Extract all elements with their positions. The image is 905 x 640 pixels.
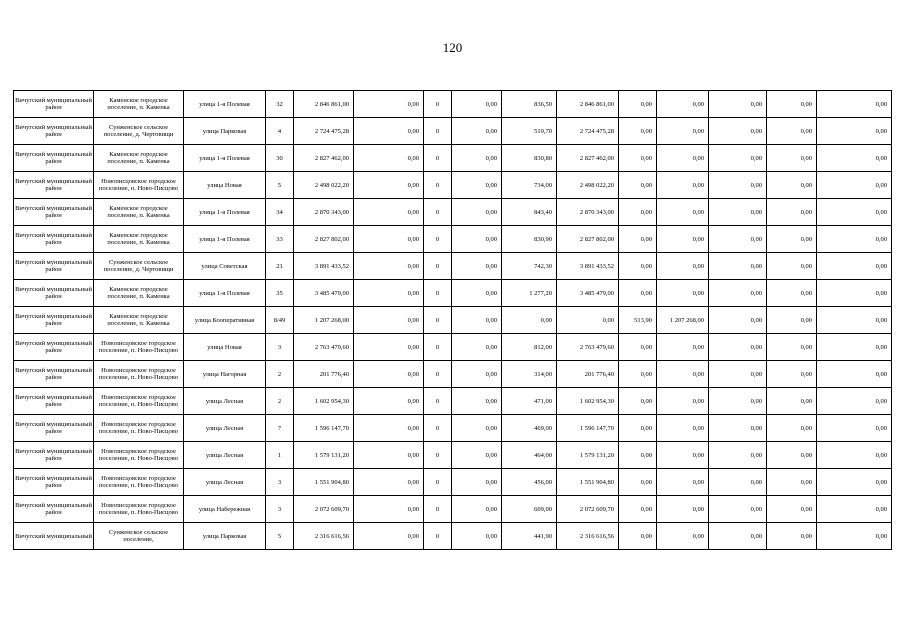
- col-12-cell: 0,00: [657, 226, 709, 253]
- house-number-cell: 7: [266, 415, 294, 442]
- col-11-cell: 0,00: [619, 172, 657, 199]
- district-cell: Вичугский муниципальный район: [14, 307, 94, 334]
- table-row: [14, 280, 892, 307]
- col-14-cell: 0,00: [767, 469, 817, 496]
- col-12-cell: 0,00: [657, 442, 709, 469]
- count-cell: 0: [424, 442, 452, 469]
- amount-cell: 0,00: [452, 91, 502, 118]
- fund-cell: 0,00: [354, 172, 424, 199]
- fund-cell: 0,00: [354, 496, 424, 523]
- settlement-cell: Сунженское сельское поселение, д. Чертовищи: [94, 253, 184, 280]
- amount-cell: 0,00: [452, 118, 502, 145]
- district-cell: Вичугский муниципальный район: [14, 226, 94, 253]
- col-13-cell: 0,00: [709, 388, 767, 415]
- street-cell: улица Кооперативная: [184, 307, 266, 334]
- district-cell: Вичугский муниципальный район: [14, 145, 94, 172]
- area-cell: 469,00: [502, 415, 557, 442]
- settlement-cell: Каменское городское поселение, п. Каменка: [94, 145, 184, 172]
- col-13-cell: 0,00: [709, 523, 767, 550]
- fund-cell: 0,00: [354, 199, 424, 226]
- count-cell: 0: [424, 496, 452, 523]
- col-12-cell: 0,00: [657, 91, 709, 118]
- amount-cell: 0,00: [452, 361, 502, 388]
- col-14-cell: 0,00: [767, 118, 817, 145]
- col-11-cell: 0,00: [619, 469, 657, 496]
- cost-cell: 3 485 479,00: [557, 280, 619, 307]
- col-13-cell: 0,00: [709, 253, 767, 280]
- col-15-cell: 0,00: [817, 388, 892, 415]
- col-12-cell: 0,00: [657, 172, 709, 199]
- count-cell: 0: [424, 199, 452, 226]
- col-12-cell: 0,00: [657, 469, 709, 496]
- cost-cell: 2 763 479,60: [557, 334, 619, 361]
- cost-cell: 2 870 343,00: [557, 199, 619, 226]
- count-cell: 0: [424, 145, 452, 172]
- area-cell: 830,80: [502, 145, 557, 172]
- total-cost-cell: 1 602 954,30: [294, 388, 354, 415]
- col-11-cell: 0,00: [619, 253, 657, 280]
- col-13-cell: 0,00: [709, 91, 767, 118]
- col-13-cell: 0,00: [709, 280, 767, 307]
- col-11-cell: 0,00: [619, 388, 657, 415]
- total-cost-cell: 2 724 475,28: [294, 118, 354, 145]
- col-11-cell: 0,00: [619, 118, 657, 145]
- col-12-cell: 0,00: [657, 118, 709, 145]
- district-cell: Вичугский муниципальный район: [14, 172, 94, 199]
- district-cell: Вичугский муниципальный район: [14, 334, 94, 361]
- street-cell: улица Лесная: [184, 442, 266, 469]
- table-row: [14, 469, 892, 496]
- col-14-cell: 0,00: [767, 415, 817, 442]
- total-cost-cell: 2 846 861,00: [294, 91, 354, 118]
- col-11-cell: 0,00: [619, 199, 657, 226]
- col-14-cell: 0,00: [767, 307, 817, 334]
- house-number-cell: 3: [266, 496, 294, 523]
- total-cost-cell: 2 316 616,56: [294, 523, 354, 550]
- col-11-cell: 0,00: [619, 442, 657, 469]
- table-row: [14, 388, 892, 415]
- col-14-cell: 0,00: [767, 280, 817, 307]
- cost-cell: 201 776,40: [557, 361, 619, 388]
- table-row: [14, 496, 892, 523]
- amount-cell: 0,00: [452, 307, 502, 334]
- col-13-cell: 0,00: [709, 172, 767, 199]
- col-12-cell: 0,00: [657, 388, 709, 415]
- count-cell: 0: [424, 361, 452, 388]
- total-cost-cell: 2 763 479,60: [294, 334, 354, 361]
- col-13-cell: 0,00: [709, 199, 767, 226]
- total-cost-cell: 1 596 147,70: [294, 415, 354, 442]
- count-cell: 0: [424, 469, 452, 496]
- settlement-cell: Новописцовское городское поселение, п. Ново-Писцово: [94, 172, 184, 199]
- area-cell: 464,00: [502, 442, 557, 469]
- settlement-cell: Каменское городское поселение, п. Каменка: [94, 226, 184, 253]
- fund-cell: 0,00: [354, 361, 424, 388]
- col-14-cell: 0,00: [767, 388, 817, 415]
- col-14-cell: 0,00: [767, 145, 817, 172]
- house-number-cell: 32: [266, 91, 294, 118]
- street-cell: улица 1-я Полевая: [184, 145, 266, 172]
- col-13-cell: 0,00: [709, 469, 767, 496]
- col-12-cell: 1 207 268,00: [657, 307, 709, 334]
- district-cell: Вичугский муниципальный район: [14, 199, 94, 226]
- settlement-cell: Каменское городское поселение, п. Каменка: [94, 199, 184, 226]
- col-15-cell: 0,00: [817, 496, 892, 523]
- col-12-cell: 0,00: [657, 361, 709, 388]
- col-15-cell: 0,00: [817, 469, 892, 496]
- col-15-cell: 0,00: [817, 523, 892, 550]
- cost-cell: 2 827 802,00: [557, 226, 619, 253]
- cost-cell: 2 827 462,00: [557, 145, 619, 172]
- house-number-cell: 30: [266, 145, 294, 172]
- area-cell: 812,00: [502, 334, 557, 361]
- table-row: [14, 199, 892, 226]
- fund-cell: 0,00: [354, 91, 424, 118]
- col-14-cell: 0,00: [767, 334, 817, 361]
- fund-cell: 0,00: [354, 523, 424, 550]
- district-cell: Вичугский муниципальный район: [14, 388, 94, 415]
- district-cell: Вичугский муниципальный район: [14, 496, 94, 523]
- street-cell: улица Новая: [184, 172, 266, 199]
- col-12-cell: 0,00: [657, 496, 709, 523]
- col-11-cell: 0,00: [619, 145, 657, 172]
- area-cell: 1 277,20: [502, 280, 557, 307]
- area-cell: 471,00: [502, 388, 557, 415]
- table-row: [14, 118, 892, 145]
- col-12-cell: 0,00: [657, 199, 709, 226]
- col-11-cell: 0,00: [619, 91, 657, 118]
- count-cell: 0: [424, 307, 452, 334]
- col-11-cell: 0,00: [619, 361, 657, 388]
- amount-cell: 0,00: [452, 172, 502, 199]
- street-cell: улица Советская: [184, 253, 266, 280]
- cost-cell: 2 316 616,56: [557, 523, 619, 550]
- area-cell: 609,00: [502, 496, 557, 523]
- house-number-cell: 4: [266, 118, 294, 145]
- col-14-cell: 0,00: [767, 172, 817, 199]
- fund-cell: 0,00: [354, 226, 424, 253]
- fund-cell: 0,00: [354, 118, 424, 145]
- count-cell: 0: [424, 172, 452, 199]
- col-15-cell: 0,00: [817, 118, 892, 145]
- district-cell: Вичугский муниципальный район: [14, 91, 94, 118]
- table-row: [14, 415, 892, 442]
- area-cell: 0,00: [502, 307, 557, 334]
- district-cell: Вичугский муниципальный район: [14, 118, 94, 145]
- house-number-cell: 1: [266, 442, 294, 469]
- street-cell: улица 1-я Полевая: [184, 280, 266, 307]
- fund-cell: 0,00: [354, 253, 424, 280]
- table-row: [14, 172, 892, 199]
- street-cell: улица Новая: [184, 334, 266, 361]
- col-12-cell: 0,00: [657, 523, 709, 550]
- col-15-cell: 0,00: [817, 415, 892, 442]
- total-cost-cell: 2 827 462,00: [294, 145, 354, 172]
- settlement-cell: Новописцовское городское поселение, п. Ново-Писцово: [94, 415, 184, 442]
- district-cell: Вичугский муниципальный район: [14, 442, 94, 469]
- count-cell: 0: [424, 388, 452, 415]
- col-15-cell: 0,00: [817, 307, 892, 334]
- amount-cell: 0,00: [452, 523, 502, 550]
- total-cost-cell: 2 072 609,70: [294, 496, 354, 523]
- settlement-cell: Новописцовское городское поселение, п. Ново-Писцово: [94, 442, 184, 469]
- fund-cell: 0,00: [354, 415, 424, 442]
- amount-cell: 0,00: [452, 199, 502, 226]
- total-cost-cell: 201 776,40: [294, 361, 354, 388]
- cost-cell: 0,00: [557, 307, 619, 334]
- col-14-cell: 0,00: [767, 496, 817, 523]
- settlement-cell: Каменское городское поселение, п. Каменка: [94, 280, 184, 307]
- settlement-cell: Новописцовское городское поселение, п. Ново-Писцово: [94, 496, 184, 523]
- house-number-cell: 3: [266, 469, 294, 496]
- col-11-cell: 0,00: [619, 415, 657, 442]
- count-cell: 0: [424, 523, 452, 550]
- street-cell: улица 1-я Полевая: [184, 226, 266, 253]
- street-cell: улица Парковая: [184, 523, 266, 550]
- district-cell: Вичугский муниципальный район: [14, 469, 94, 496]
- col-11-cell: 0,00: [619, 334, 657, 361]
- area-cell: 314,00: [502, 361, 557, 388]
- col-15-cell: 0,00: [817, 91, 892, 118]
- fund-cell: 0,00: [354, 145, 424, 172]
- fund-cell: 0,00: [354, 442, 424, 469]
- house-number-cell: 2: [266, 361, 294, 388]
- table-body: [14, 91, 892, 550]
- table-row: [14, 361, 892, 388]
- total-cost-cell: 2 498 022,20: [294, 172, 354, 199]
- amount-cell: 0,00: [452, 469, 502, 496]
- street-cell: улица Лесная: [184, 469, 266, 496]
- col-14-cell: 0,00: [767, 226, 817, 253]
- col-14-cell: 0,00: [767, 361, 817, 388]
- col-11-cell: 0,00: [619, 496, 657, 523]
- settlement-cell: Каменское городское поселение, п. Каменка: [94, 91, 184, 118]
- count-cell: 0: [424, 226, 452, 253]
- settlement-cell: Новописцовское городское поселение, п. Ново-Писцово: [94, 334, 184, 361]
- amount-cell: 0,00: [452, 226, 502, 253]
- street-cell: улица 1-я Полевая: [184, 199, 266, 226]
- house-number-cell: 3: [266, 334, 294, 361]
- table-row: [14, 145, 892, 172]
- amount-cell: 0,00: [452, 280, 502, 307]
- amount-cell: 0,00: [452, 442, 502, 469]
- table-row: [14, 523, 892, 550]
- table-row: [14, 307, 892, 334]
- district-cell: Вичугский муниципальный район: [14, 280, 94, 307]
- total-cost-cell: 3 891 433,52: [294, 253, 354, 280]
- street-cell: улица Парковая: [184, 118, 266, 145]
- district-cell: Вичугский муниципальный район: [14, 415, 94, 442]
- total-cost-cell: 2 870 343,00: [294, 199, 354, 226]
- col-15-cell: 0,00: [817, 172, 892, 199]
- col-12-cell: 0,00: [657, 280, 709, 307]
- col-15-cell: 0,00: [817, 361, 892, 388]
- fund-cell: 0,00: [354, 334, 424, 361]
- table-row: [14, 253, 892, 280]
- table-row: [14, 226, 892, 253]
- amount-cell: 0,00: [452, 415, 502, 442]
- cost-cell: 2 072 609,70: [557, 496, 619, 523]
- total-cost-cell: 1 207 268,00: [294, 307, 354, 334]
- settlement-cell: Новописцовское городское поселение, п. Ново-Писцово: [94, 388, 184, 415]
- col-11-cell: 0,00: [619, 280, 657, 307]
- settlement-cell: Сунженское сельское поселение,: [94, 523, 184, 550]
- settlement-cell: Каменское городское поселение, п. Каменка: [94, 307, 184, 334]
- col-11-cell: 513,90: [619, 307, 657, 334]
- house-number-cell: 21: [266, 253, 294, 280]
- total-cost-cell: 1 551 904,80: [294, 469, 354, 496]
- count-cell: 0: [424, 280, 452, 307]
- count-cell: 0: [424, 91, 452, 118]
- col-12-cell: 0,00: [657, 334, 709, 361]
- col-13-cell: 0,00: [709, 361, 767, 388]
- street-cell: улица Нагорная: [184, 361, 266, 388]
- area-cell: 519,70: [502, 118, 557, 145]
- amount-cell: 0,00: [452, 496, 502, 523]
- district-cell: Вичугский муниципальный район: [14, 253, 94, 280]
- street-cell: улица 1-я Полевая: [184, 91, 266, 118]
- col-12-cell: 0,00: [657, 253, 709, 280]
- district-cell: Вичугский муниципальный: [14, 523, 94, 550]
- col-14-cell: 0,00: [767, 91, 817, 118]
- cost-cell: 1 551 904,80: [557, 469, 619, 496]
- street-cell: улица Лесная: [184, 388, 266, 415]
- col-14-cell: 0,00: [767, 253, 817, 280]
- col-11-cell: 0,00: [619, 226, 657, 253]
- col-13-cell: 0,00: [709, 496, 767, 523]
- cost-cell: 2 846 861,00: [557, 91, 619, 118]
- house-number-cell: 2: [266, 388, 294, 415]
- col-13-cell: 0,00: [709, 226, 767, 253]
- area-cell: 843,40: [502, 199, 557, 226]
- col-15-cell: 0,00: [817, 280, 892, 307]
- col-15-cell: 0,00: [817, 442, 892, 469]
- house-number-cell: 5: [266, 172, 294, 199]
- col-12-cell: 0,00: [657, 145, 709, 172]
- col-13-cell: 0,00: [709, 442, 767, 469]
- col-13-cell: 0,00: [709, 118, 767, 145]
- col-15-cell: 0,00: [817, 334, 892, 361]
- fund-cell: 0,00: [354, 307, 424, 334]
- table-row: [14, 442, 892, 469]
- col-11-cell: 0,00: [619, 523, 657, 550]
- col-14-cell: 0,00: [767, 523, 817, 550]
- fund-cell: 0,00: [354, 469, 424, 496]
- amount-cell: 0,00: [452, 388, 502, 415]
- col-14-cell: 0,00: [767, 199, 817, 226]
- col-15-cell: 0,00: [817, 253, 892, 280]
- total-cost-cell: 2 827 802,00: [294, 226, 354, 253]
- cost-cell: 2 724 475,28: [557, 118, 619, 145]
- cost-cell: 2 498 022,20: [557, 172, 619, 199]
- col-15-cell: 0,00: [817, 145, 892, 172]
- cost-cell: 1 579 131,20: [557, 442, 619, 469]
- settlement-cell: Сунженское сельское поселение, д. Чертовищи: [94, 118, 184, 145]
- col-13-cell: 0,00: [709, 145, 767, 172]
- table-row: [14, 91, 892, 118]
- count-cell: 0: [424, 118, 452, 145]
- register-table: [13, 90, 892, 550]
- amount-cell: 0,00: [452, 334, 502, 361]
- settlement-cell: Новописцовское городское поселение, п. Ново-Писцово: [94, 469, 184, 496]
- area-cell: 441,90: [502, 523, 557, 550]
- col-13-cell: 0,00: [709, 415, 767, 442]
- total-cost-cell: 1 579 131,20: [294, 442, 354, 469]
- house-number-cell: 8/49: [266, 307, 294, 334]
- area-cell: 456,00: [502, 469, 557, 496]
- house-number-cell: 34: [266, 199, 294, 226]
- col-15-cell: 0,00: [817, 226, 892, 253]
- house-number-cell: 33: [266, 226, 294, 253]
- house-number-cell: 5: [266, 523, 294, 550]
- page-number: 120: [442, 40, 463, 55]
- street-cell: улица Лесная: [184, 415, 266, 442]
- street-cell: улица Набережная: [184, 496, 266, 523]
- col-12-cell: 0,00: [657, 415, 709, 442]
- area-cell: 830,90: [502, 226, 557, 253]
- col-13-cell: 0,00: [709, 307, 767, 334]
- col-14-cell: 0,00: [767, 442, 817, 469]
- count-cell: 0: [424, 253, 452, 280]
- area-cell: 742,30: [502, 253, 557, 280]
- cost-cell: 3 891 433,52: [557, 253, 619, 280]
- area-cell: 836,50: [502, 91, 557, 118]
- settlement-cell: Новописцовское городское поселение, п. Ново-Писцово: [94, 361, 184, 388]
- cost-cell: 1 602 954,30: [557, 388, 619, 415]
- count-cell: 0: [424, 334, 452, 361]
- amount-cell: 0,00: [452, 253, 502, 280]
- fund-cell: 0,00: [354, 388, 424, 415]
- total-cost-cell: 3 485 479,00: [294, 280, 354, 307]
- col-13-cell: 0,00: [709, 334, 767, 361]
- area-cell: 734,00: [502, 172, 557, 199]
- fund-cell: 0,00: [354, 280, 424, 307]
- district-cell: Вичугский муниципальный район: [14, 361, 94, 388]
- table-row: [14, 334, 892, 361]
- count-cell: 0: [424, 415, 452, 442]
- cost-cell: 1 596 147,70: [557, 415, 619, 442]
- col-15-cell: 0,00: [817, 199, 892, 226]
- amount-cell: 0,00: [452, 145, 502, 172]
- house-number-cell: 35: [266, 280, 294, 307]
